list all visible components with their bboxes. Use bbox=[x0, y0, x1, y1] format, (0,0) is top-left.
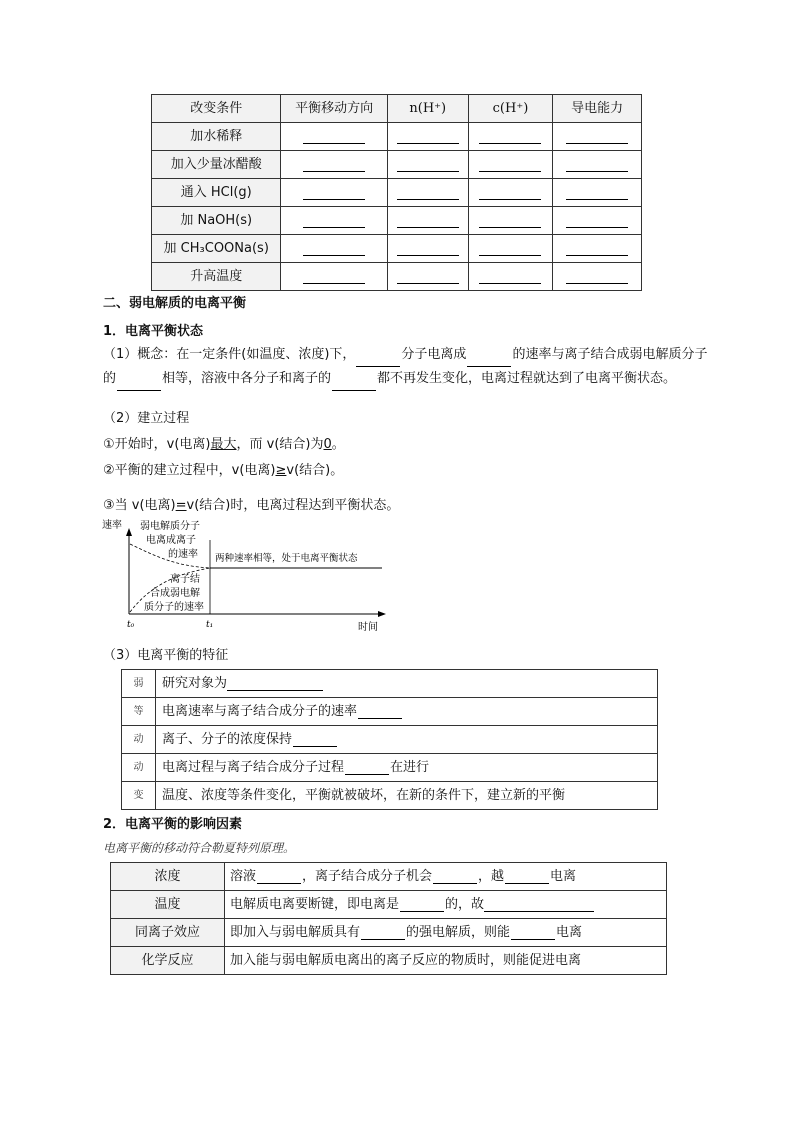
blank[interactable] bbox=[505, 870, 549, 884]
blank[interactable] bbox=[511, 926, 555, 940]
factor-key: 浓度 bbox=[111, 863, 225, 891]
row-condition: 加水稀释 bbox=[152, 123, 281, 151]
lower-label-1: 离子结 bbox=[170, 574, 200, 585]
blank[interactable] bbox=[566, 157, 628, 172]
blank[interactable] bbox=[397, 213, 459, 228]
x-axis-arrow bbox=[378, 611, 386, 617]
blank[interactable] bbox=[484, 898, 594, 912]
row-condition: 加入少量冰醋酸 bbox=[152, 151, 281, 179]
table-row bbox=[122, 726, 658, 754]
blank[interactable] bbox=[117, 377, 161, 391]
row-condition: 加 NaOH(s) bbox=[152, 207, 281, 235]
feature-text: 电离速率与离子结合成分子的速率 bbox=[156, 698, 658, 726]
lower-label-2: 合成弱电解 bbox=[150, 588, 200, 599]
blank[interactable] bbox=[361, 926, 405, 940]
table-row bbox=[111, 947, 667, 975]
blank[interactable] bbox=[303, 185, 365, 200]
factor-text: 加入能与弱电解质电离出的离子反应的物质时，则能促进电离 bbox=[225, 947, 667, 975]
header-direction: 平衡移动方向 bbox=[281, 95, 387, 123]
blank[interactable] bbox=[566, 241, 628, 256]
blank[interactable] bbox=[397, 241, 459, 256]
table-row bbox=[152, 207, 642, 235]
feature-key: 变 bbox=[122, 782, 156, 810]
blank[interactable] bbox=[397, 129, 459, 144]
blank[interactable] bbox=[566, 269, 628, 284]
step-1: ①开始时，v(电离)最大，而 v(结合)为0。 bbox=[103, 437, 345, 452]
row-condition: 升高温度 bbox=[152, 263, 281, 291]
header-conductivity: 导电能力 bbox=[553, 95, 642, 123]
factors-hint: 电离平衡的移动符合勒夏特列原理。 bbox=[103, 841, 296, 855]
feature-text: 研究对象为 bbox=[156, 670, 658, 698]
feature-text: 温度、浓度等条件变化，平衡就被破坏，在新的条件下，建立新的平衡 bbox=[156, 782, 658, 810]
upper-label-1: 弱电解质分子 bbox=[140, 521, 200, 532]
blank[interactable] bbox=[397, 157, 459, 172]
step-2: ②平衡的建立过程中，v(电离)≥v(结合)。 bbox=[103, 463, 344, 478]
subsection-title-1: 1．电离平衡状态 bbox=[103, 324, 204, 339]
section-title: 二、弱电解质的电离平衡 bbox=[103, 296, 247, 311]
table-row bbox=[152, 151, 642, 179]
step-3: ③当 v(电离)=v(结合)时，电离过程达到平衡状态。 bbox=[103, 498, 400, 513]
row-condition: 加 CH₃COONa(s) bbox=[152, 235, 281, 263]
blank[interactable] bbox=[566, 213, 628, 228]
feature-text: 电离过程与离子结合成分子过程 在进行 bbox=[156, 754, 658, 782]
factor-key: 同离子效应 bbox=[111, 919, 225, 947]
blank[interactable] bbox=[345, 761, 389, 775]
lower-label-3: 质分子的速率 bbox=[144, 602, 204, 613]
blank[interactable] bbox=[479, 157, 541, 172]
factors-table bbox=[110, 862, 667, 975]
blank[interactable] bbox=[397, 185, 459, 200]
blank[interactable] bbox=[566, 185, 628, 200]
factor-key: 化学反应 bbox=[111, 947, 225, 975]
table-row bbox=[152, 263, 642, 291]
upper-label-2: 电离成离子 bbox=[146, 535, 196, 546]
feature-key: 动 bbox=[122, 754, 156, 782]
row-condition: 通入 HCl(g) bbox=[152, 179, 281, 207]
blank[interactable] bbox=[257, 870, 301, 884]
y-axis-arrow bbox=[126, 528, 132, 536]
blank[interactable] bbox=[479, 129, 541, 144]
feature-key: 等 bbox=[122, 698, 156, 726]
factor-text: 溶液 ，离子结合成分子机会 ，越 电离 bbox=[225, 863, 667, 891]
t1-label: t₁ bbox=[206, 620, 214, 630]
factor-key: 温度 bbox=[111, 891, 225, 919]
blank[interactable] bbox=[303, 213, 365, 228]
table-row bbox=[122, 782, 658, 810]
factors-title: 2．电离平衡的影响因素 bbox=[103, 817, 243, 832]
table-row bbox=[122, 698, 658, 726]
rate-time-graph bbox=[100, 516, 400, 636]
blank[interactable] bbox=[479, 185, 541, 200]
factor-text: 即加入与弱电解质具有 的强电解质，则能 电离 bbox=[225, 919, 667, 947]
y-axis-label: 速率 bbox=[102, 520, 122, 531]
table-row bbox=[152, 235, 642, 263]
table-row bbox=[111, 891, 667, 919]
features-table bbox=[121, 669, 658, 810]
blank[interactable] bbox=[400, 898, 444, 912]
feature-text: 离子、分子的浓度保持 bbox=[156, 726, 658, 754]
factor-text: 电解质电离要断键，即电离是 的，故 bbox=[225, 891, 667, 919]
blank[interactable] bbox=[303, 129, 365, 144]
build-title: （2）建立过程 bbox=[103, 411, 190, 426]
table-row bbox=[111, 919, 667, 947]
upper-label-3: 的速率 bbox=[168, 549, 198, 560]
table-row bbox=[152, 123, 642, 151]
equilibrium-label: 两种速率相等，处于电离平衡状态 bbox=[215, 553, 358, 564]
header-c-h: c(H⁺) bbox=[468, 95, 553, 123]
concept-paragraph: （1）概念：在一定条件(如温度、浓度)下， 分子电离成 的速率与离子结合成弱电解质分子的 相等，溶液中各分子和离子的 都不再发生变化，电离过程就达到了电离平衡状态。 bbox=[103, 343, 713, 391]
blank[interactable] bbox=[303, 241, 365, 256]
x-axis-label: 时间 bbox=[358, 622, 378, 633]
condition-table-header bbox=[152, 95, 642, 123]
blank[interactable] bbox=[358, 705, 402, 719]
condition-table bbox=[151, 94, 642, 291]
features-title: （3）电离平衡的特征 bbox=[103, 648, 229, 663]
blank[interactable] bbox=[479, 241, 541, 256]
blank[interactable] bbox=[397, 269, 459, 284]
blank[interactable] bbox=[303, 269, 365, 284]
blank[interactable] bbox=[303, 157, 365, 172]
table-row bbox=[152, 179, 642, 207]
blank[interactable] bbox=[467, 353, 511, 367]
header-condition: 改变条件 bbox=[152, 95, 281, 123]
header-n-h: n(H⁺) bbox=[387, 95, 468, 123]
feature-key: 弱 bbox=[122, 670, 156, 698]
blank[interactable] bbox=[479, 213, 541, 228]
blank[interactable] bbox=[479, 269, 541, 284]
table-row bbox=[122, 754, 658, 782]
blank[interactable] bbox=[332, 377, 376, 391]
table-row bbox=[111, 863, 667, 891]
blank[interactable] bbox=[227, 677, 323, 691]
blank[interactable] bbox=[293, 733, 337, 747]
table-row bbox=[122, 670, 658, 698]
blank[interactable] bbox=[566, 129, 628, 144]
feature-key: 动 bbox=[122, 726, 156, 754]
t0-label: t₀ bbox=[127, 620, 135, 630]
blank[interactable] bbox=[433, 870, 477, 884]
blank[interactable] bbox=[356, 353, 400, 367]
